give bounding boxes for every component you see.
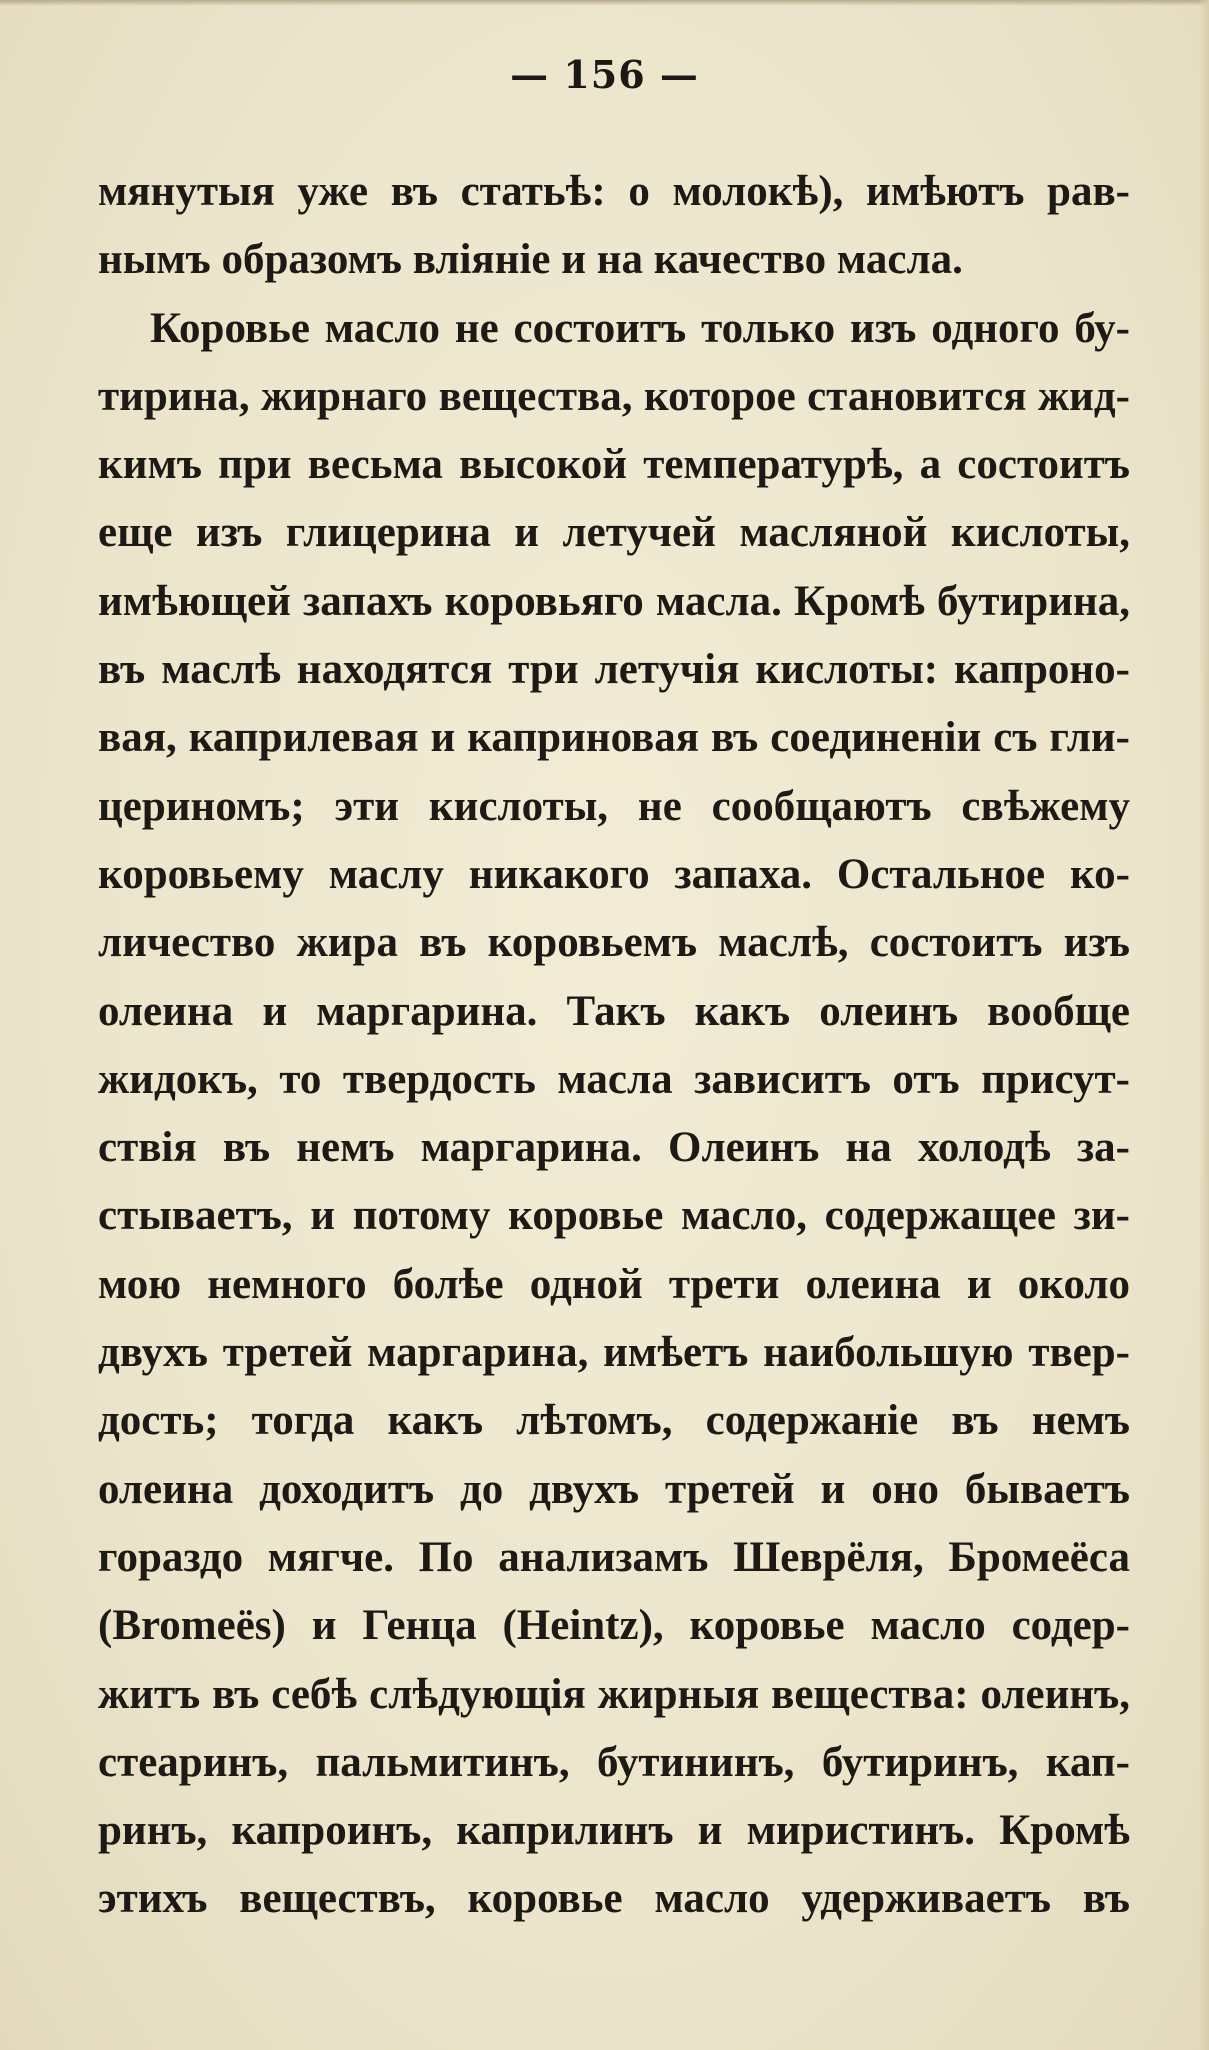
text-line: олеина и маргарина. Такъ какъ олеинъ вообще xyxy=(98,987,1130,1035)
text-line: нымъ образомъ вліяніе и на качество масла. xyxy=(98,236,963,284)
page-number: — 156 — xyxy=(510,52,699,97)
text-line: стываетъ, и потому коровье масло, содержащее зи- xyxy=(98,1192,1130,1240)
text-line: жидокъ, то твердость масла зависитъ отъ присут- xyxy=(98,1055,1130,1103)
text-line: вая, каприлевая и каприновая въ соединеніи съ гли- xyxy=(98,714,1130,762)
text-line: стеаринъ, пальмитинъ, бутининъ, бутиринъ, кап- xyxy=(98,1738,1130,1786)
text-line: мянутыя уже въ статьѣ: о молокѣ), имѣютъ рав- xyxy=(98,168,1130,215)
text-line: двухъ третей маргарина, имѣетъ наибольшую твер- xyxy=(98,1329,1130,1377)
text-line: (Bromeës) и Генца (Heintz), коровье масло содер- xyxy=(98,1602,1130,1650)
text-line: гораздо мягче. По анализамъ Шеврёля, Бромеёса xyxy=(98,1533,1130,1581)
text-line: мою немного болѣе одной трети олеина и около xyxy=(98,1260,1130,1308)
text-line: въ маслѣ находятся три летучія кислоты: капроно- xyxy=(98,646,1130,694)
text-line: имѣющей запахъ коровьяго масла. Кромѣ бутирина, xyxy=(98,577,1130,625)
text-line: ринъ, капроинъ, каприлинъ и миристинъ. Кромѣ xyxy=(98,1807,1130,1855)
text-line: кимъ при весьма высокой температурѣ, а состоитъ xyxy=(98,441,1130,489)
text-line: олеина доходитъ до двухъ третей и оно бываетъ xyxy=(98,1465,1130,1513)
text-line: еще изъ глицерина и летучей масляной кислоты, xyxy=(98,509,1130,557)
text-line: ствія въ немъ маргарина. Олеинъ на холодѣ за- xyxy=(98,1124,1130,1172)
text-line: Коровье масло не состоитъ только изъ одного бу- xyxy=(150,304,1130,352)
text-line: дость; тогда какъ лѣтомъ, содержаніе въ немъ xyxy=(98,1397,1130,1445)
text-line: личество жира въ коровьемъ маслѣ, состоитъ изъ xyxy=(98,919,1130,967)
text-line: этихъ веществъ, коровье масло удерживаетъ въ xyxy=(98,1875,1130,1923)
text-line: житъ въ себѣ слѣдующія жирныя вещества: олеинъ, xyxy=(98,1670,1130,1718)
page-right-edge xyxy=(1199,0,1209,2050)
text-line: коровьему маслу никакого запаха. Остальное ко- xyxy=(98,850,1130,898)
page-top-edge xyxy=(0,0,1209,6)
text-line: тирина, жирнаго вещества, которое становится жид- xyxy=(98,372,1130,420)
text-line: цериномъ; эти кислоты, не сообщаютъ свѣжему xyxy=(98,782,1130,830)
body-text xyxy=(98,158,1130,1934)
